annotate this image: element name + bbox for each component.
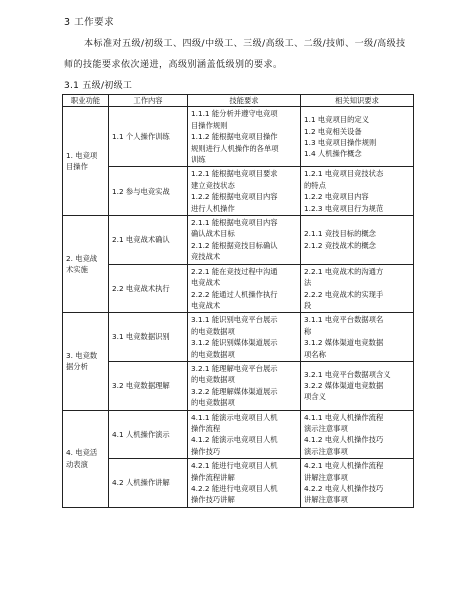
content-cell: 4.2 人机操作讲解	[109, 459, 188, 508]
skill-line: 的电竞数据项	[191, 326, 235, 336]
section-heading: 3 工作要求	[64, 17, 115, 28]
table-row	[63, 459, 414, 508]
function-line: 2. 电竞战	[66, 253, 98, 263]
knowledge-line: 法	[304, 278, 312, 288]
skill-line: 竞技战术	[191, 252, 221, 262]
knowledge-line: 段	[304, 300, 312, 310]
content-cell: 1.2 参与电竞实战	[109, 167, 188, 216]
skills-cell	[188, 107, 301, 167]
skills-cell	[188, 410, 301, 459]
function-line: 3. 电竞数	[66, 351, 98, 361]
knowledge-line: 1.1 电竞项目的定义	[304, 115, 370, 125]
knowledge-line: 1.2.3 电竞项目行为规范	[304, 203, 384, 213]
knowledge-line: 2.1.2 竞技战术的概念	[304, 240, 376, 250]
knowledge-line: 3.2.2 媒体渠道电竞数据	[304, 381, 384, 391]
knowledge-cell	[301, 459, 414, 508]
content-cell: 3.1 电竞数据识别	[109, 313, 188, 362]
table-row	[63, 361, 414, 410]
function-line: 4. 电竞活	[66, 448, 98, 458]
skill-line: 训练	[191, 155, 206, 165]
skill-line: 规则进行人机操作的各单项	[191, 143, 279, 153]
skill-line: 3.1.1 能识别电竞平台展示	[191, 315, 278, 325]
knowledge-cell	[301, 361, 414, 410]
knowledge-line: 项名称	[304, 349, 326, 359]
skill-line: 2.1.2 能根据竞技目标确认	[191, 240, 278, 250]
skill-line: 目操作规则	[191, 120, 228, 130]
content-cell: 1.1 个人操作训练	[109, 107, 188, 167]
skill-line: 2.1.1 能根据电竞项目内容	[191, 218, 278, 228]
knowledge-line: 演示注意事项	[304, 423, 348, 433]
skill-line: 操作流程讲解	[191, 472, 235, 482]
knowledge-line: 1.4 人机操作概念	[304, 149, 362, 159]
skill-line: 4.1.2 能演示电竞项目人机	[191, 435, 278, 445]
content-cell: 4.1 人机操作演示	[109, 410, 188, 459]
function-cell	[63, 410, 109, 507]
knowledge-line: 4.1.1 电竞人机操作流程	[304, 412, 384, 422]
knowledge-line: 2.1.1 竞技目标的概念	[304, 229, 376, 239]
knowledge-cell	[301, 264, 414, 313]
skill-line: 3.2.2 能理解媒体渠道展示	[191, 386, 278, 396]
skill-line: 2.2.1 能在竞技过程中沟通	[191, 266, 278, 276]
skills-cell	[188, 313, 301, 362]
table-row	[63, 264, 414, 313]
knowledge-line: 4.2.2 电竞人机操作技巧	[304, 484, 384, 493]
knowledge-line: 3.1.2 媒体渠道电竞数据	[304, 338, 384, 348]
skill-line: 操作技巧	[191, 446, 221, 456]
table-row	[63, 167, 414, 216]
knowledge-cell	[301, 167, 414, 216]
knowledge-line: 2.2.1 电竞战术的沟通方	[304, 266, 384, 276]
skill-line: 4.2.1 能进行电竞项目人机	[191, 461, 278, 471]
skill-line: 1.1.2 能根据电竞项目操作	[191, 132, 278, 142]
knowledge-line: 演示注意事项	[304, 446, 348, 456]
skills-cell	[188, 264, 301, 313]
knowledge-cell	[301, 216, 414, 265]
table-header-row	[63, 95, 414, 107]
function-cell	[63, 216, 109, 313]
skill-line: 1.2.1 能根据电竞项目要求	[191, 169, 278, 179]
header-function: 职业功能	[63, 95, 109, 107]
knowledge-line: 1.2 电竞相关设备	[304, 126, 362, 136]
skills-cell	[188, 167, 301, 216]
table-row	[63, 216, 414, 265]
knowledge-line: 称	[304, 326, 312, 336]
function-cell	[63, 107, 109, 216]
skills-cell	[188, 216, 301, 265]
table-row	[63, 313, 414, 362]
skill-line: 的电竞数据项	[191, 375, 235, 385]
skill-line: 的电竞数据项	[191, 349, 235, 359]
skill-line: 操作流程	[191, 423, 221, 433]
skill-line: 电竞战术	[191, 300, 221, 310]
knowledge-line: 1.3 电竞项目操作规则	[304, 137, 377, 147]
table-row	[63, 410, 414, 459]
knowledge-line: 项含义	[304, 392, 326, 402]
skill-line: 操作技巧讲解	[191, 495, 235, 505]
skills-cell	[188, 361, 301, 410]
knowledge-line: 4.2.1 电竞人机操作流程	[304, 461, 384, 471]
requirements-table	[62, 94, 414, 508]
knowledge-line: 1.2.2 电竞项目内容	[304, 192, 369, 202]
skill-line: 电竞战术	[191, 278, 221, 288]
subsection-heading: 3.1 五级/初级工	[64, 81, 133, 91]
knowledge-cell	[301, 107, 414, 167]
skill-line: 1.2.2 能根据电竞项目内容	[191, 192, 278, 202]
skill-line: 2.2.2 能通过人机操作执行	[191, 289, 278, 299]
knowledge-line: 讲解注意事项	[304, 472, 348, 482]
knowledge-line: 4.1.2 电竞人机操作技巧	[304, 435, 384, 445]
knowledge-line: 3.1.1 电竞平台数据项名	[304, 315, 384, 325]
table-row	[63, 107, 414, 167]
header-content: 工作内容	[109, 95, 188, 107]
function-line: 动表演	[66, 459, 88, 469]
knowledge-cell	[301, 410, 414, 459]
function-cell	[63, 313, 109, 410]
knowledge-cell	[301, 313, 414, 362]
function-line: 1. 电竞项	[66, 150, 98, 160]
header-knowledge: 相关知识要求	[301, 95, 414, 107]
content-cell: 2.2 电竞战术执行	[109, 264, 188, 313]
header-skills: 技能要求	[188, 95, 301, 107]
skill-line: 4.1.1 能演示电竞项目人机	[191, 412, 278, 422]
skill-line: 4.2.2 能进行电竞项目人机	[191, 484, 278, 493]
function-line: 据分析	[66, 362, 88, 372]
skill-line: 进行人机操作	[191, 203, 235, 213]
skills-cell	[188, 459, 301, 508]
skill-line: 的电竞数据项	[191, 398, 235, 408]
knowledge-line: 1.2.1 电竞项目竞技状态	[304, 169, 384, 179]
knowledge-line: 的特点	[304, 180, 326, 190]
knowledge-line: 2.2.2 电竞战术的实现手	[304, 289, 384, 299]
content-cell: 3.2 电竞数据理解	[109, 361, 188, 410]
skill-line: 1.1.1 能分析并遵守电竞项	[191, 109, 278, 119]
intro-paragraph: 本标准对五级/初级工、四级/中级工、三级/高级工、二级/技师、一级/高级技师的技能要求依次递进，高级别涵盖低级别的要求。	[64, 39, 406, 70]
function-line: 目操作	[66, 162, 88, 172]
skill-line: 3.1.2 能识别媒体渠道展示	[191, 338, 278, 348]
content-cell: 2.1 电竞战术确认	[109, 216, 188, 265]
skill-line: 建立竞技状态	[191, 180, 235, 190]
skill-line: 确认战术目标	[191, 229, 235, 239]
knowledge-line: 讲解注意事项	[304, 495, 348, 505]
function-line: 术实施	[66, 265, 88, 275]
skill-line: 3.2.1 能理解电竞平台展示	[191, 363, 278, 373]
knowledge-line: 3.2.1 电竞平台数据项含义	[304, 369, 391, 379]
